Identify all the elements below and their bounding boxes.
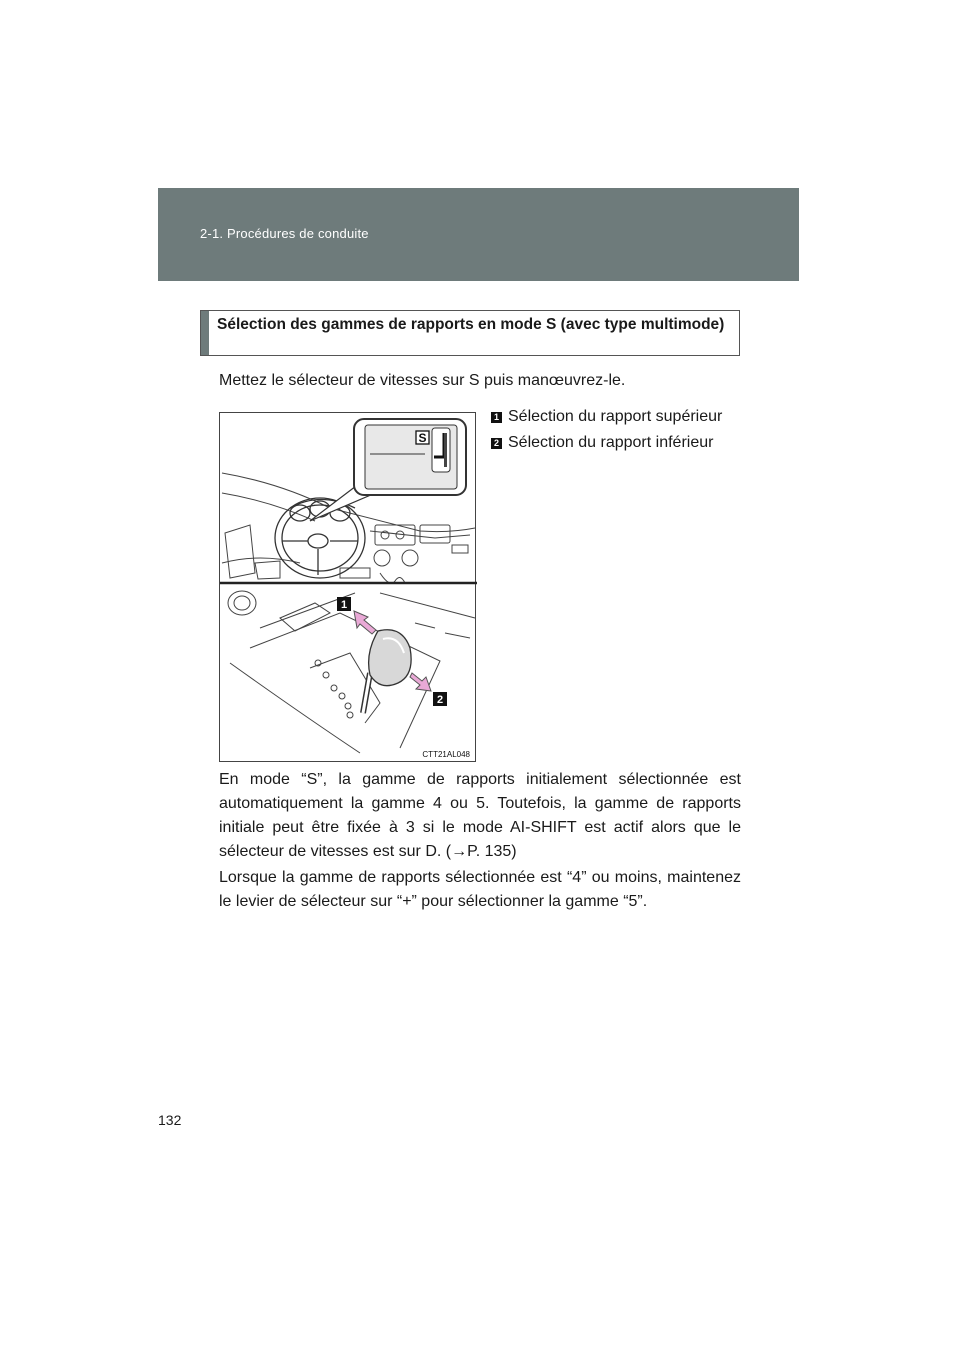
shift-lever-illustration (219, 412, 476, 762)
section-heading: Sélection des gammes de rapports en mode S (avec type multimode) (217, 316, 725, 333)
heading-accent-bar (201, 311, 209, 355)
callout-number-2 (433, 692, 447, 706)
arrow-downshift-icon (410, 673, 431, 691)
center-console (228, 591, 475, 753)
illustration-svg (220, 413, 477, 763)
legend-item-1 (491, 408, 722, 426)
legend-label-2: Sélection du rapport inférieur (508, 434, 714, 451)
section-title: 2-1. Procédures de conduite (200, 226, 369, 241)
callout-label-1: 1 (340, 599, 348, 611)
display-callout (310, 419, 466, 521)
intro-text: Mettez le sélecteur de vitesses sur S puis manœuvrez-le. (219, 372, 626, 389)
arrow-upshift-icon (354, 611, 376, 634)
steering-wheel (275, 498, 365, 578)
page-number: 132 (158, 1112, 182, 1128)
figure-code: CTT21AL048 (422, 750, 470, 759)
display-gear-letter: S (418, 431, 427, 445)
header-band (158, 188, 799, 281)
legend-item-2 (491, 434, 713, 452)
section-heading-box (200, 310, 740, 356)
legend-number-2: 2 (491, 438, 502, 449)
legend-label-1: Sélection du rapport supérieur (508, 408, 723, 425)
callout-number-1 (337, 597, 351, 611)
callout-label-2: 2 (436, 694, 444, 706)
legend-number-1: 1 (491, 412, 502, 423)
shift-lever (363, 630, 411, 713)
paragraph-fifth-gear: Lorsque la gamme de rapports sélectionnée est “4” ou moins, maintenez le levier de sélecteur sur “+” pour sélectionner la gamme “5”. (219, 869, 741, 910)
paragraph-initial-gear: En mode “S”, la gamme de rapports initialement sélectionnée est automatiquement la gamme 4 ou 5. Toutefois, la gamme de rapports initiale peut être fixée à 3 si le mode AI-SHIFT est actif alors que le sélecteur de vitesses est sur D. (→P. 135) (219, 771, 741, 860)
